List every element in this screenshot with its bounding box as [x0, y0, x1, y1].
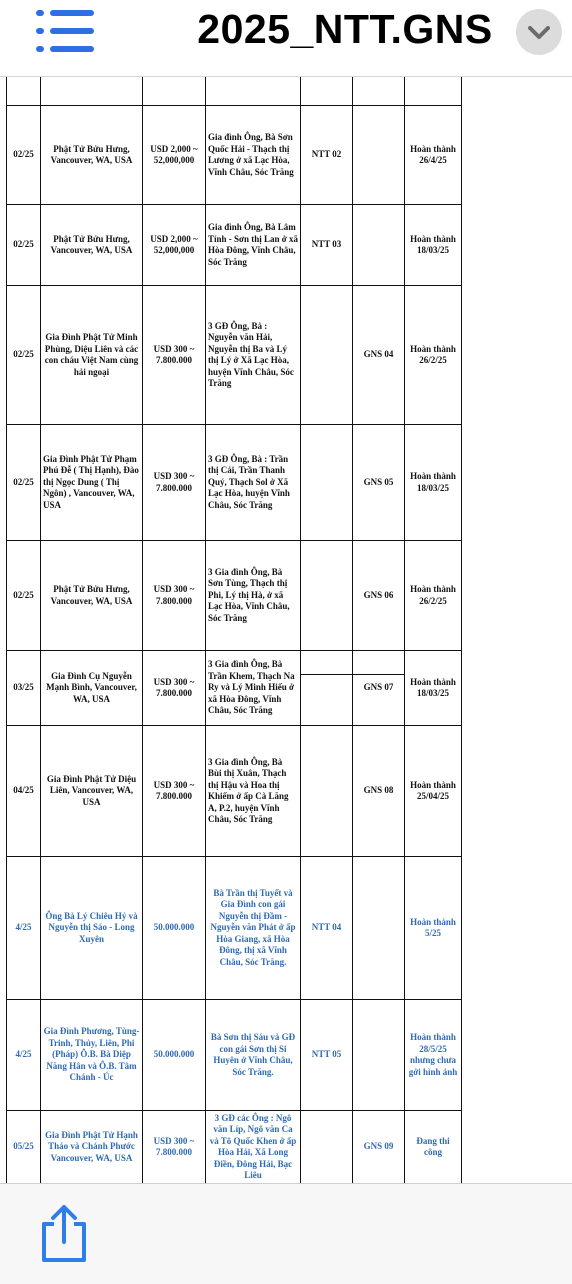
amount-cell: USD 300 ~ 7.800.000 — [153, 676, 195, 698]
amount-cell: USD 300 ~ 7.800.000 — [153, 779, 195, 801]
table-column-border — [461, 77, 462, 1183]
date-cell: 02/25 — [13, 239, 34, 250]
amount-cell: USD 2,000 ~ 52,000,000 — [150, 143, 198, 165]
date-cell: 02/25 — [13, 149, 34, 160]
date-cell: 02/25 — [13, 476, 34, 487]
donor-cell: Ông Bà Lý Chiêu Hỷ và Nguyễn thị Sáo - Long Xuyên — [45, 910, 138, 944]
recipient-cell: 3 GĐ các Ông : Ngô văn Líp, Ngô văn Ca và Tô Quốc Khen ở ấp Hòa Hải, Xã Long Điền, Đông Hải, Bạc Liêu — [209, 1112, 297, 1180]
recipient-cell: Bà Sơn thị Sáu và GĐ con gái Sơn thị Si Huyên ở Vĩnh Châu, Sóc Trăng. — [210, 1032, 296, 1077]
amount-cell: USD 300 ~ 7.800.000 — [153, 584, 195, 606]
amount-cell: USD 300 ~ 7.800.000 — [153, 471, 195, 493]
donor-cell: Phật Tử Bửu Hưng, Vancouver, WA, USA — [50, 233, 133, 255]
status-cell: Đang thi công — [416, 1135, 450, 1157]
ntt-code-cell: NTT 05 — [311, 1049, 342, 1060]
ntt-code-cell: NTT 03 — [311, 239, 342, 250]
recipient-cell: 3 GĐ Ông, Bà : Nguyễn văn Hải, Nguyễn thị Ba và Lý thị Lý ở Xã Lạc Hòa, huyện Vĩnh Châu, Sóc Trăng — [208, 320, 294, 388]
document-table — [0, 77, 572, 1183]
recipient-cell: 3 Gia đình Ông, Bà Sơn Tùng, Thạch thị Phi, Lý thị Hà, ở xã Lạc Hòa, Vĩnh Châu, Sóc Trăng — [208, 566, 290, 623]
header-bar — [0, 0, 572, 77]
date-cell: 03/25 — [13, 682, 34, 693]
donor-cell: Gia Đình Phật Tử Diệu Liên, Vancouver, WA, USA — [46, 773, 137, 807]
gns-code-cell: GNS 05 — [363, 476, 394, 487]
donor-cell: Phật Tử Bửu Hưng, Vancouver, WA, USA — [50, 143, 133, 165]
donor-cell: Gia Đình Phật Tử Minh Phùng, Diệu Liên và các con cháu Việt Nam cùng hải ngoại — [44, 332, 139, 377]
recipient-cell: 3 Gia đình Ông, Bà Trần Khem, Thạch Na Ry và Lý Minh Hiếu ở xã Hòa Đông, Vĩnh Châu, Sóc Trăng — [208, 659, 295, 716]
donor-cell: Gia Đình Phật Tử Hạnh Thảo và Chánh Phước Vancouver, WA, USA — [45, 1129, 138, 1163]
ntt-code-cell — [301, 286, 352, 424]
bottom-toolbar — [0, 1183, 572, 1284]
status-cell: Hoàn thành 25/04/25 — [410, 779, 456, 801]
gns-code-cell — [353, 1000, 404, 1110]
gns-code-cell: GNS 06 — [363, 589, 394, 600]
chevron-down-icon[interactable] — [516, 9, 562, 55]
ntt-code-cell — [301, 541, 352, 650]
menu-list-icon[interactable] — [36, 10, 96, 52]
ntt-code-cell — [301, 425, 352, 540]
recipient-cell: 3 GĐ Ông, Bà : Trần thị Cải, Trần Thanh Quý, Thạch Sol ở Xã Lạc Hòa, huyện Vĩnh Châu, Sóc Trăng — [208, 453, 290, 510]
gns-code-cell: GNS 09 — [363, 1141, 394, 1152]
amount-cell: USD 300 ~ 7.800.000 — [153, 343, 195, 365]
gns-code-cell: GNS 07 — [363, 682, 394, 693]
date-cell: 05/25 — [13, 1141, 34, 1152]
date-cell: 4/25 — [15, 1049, 32, 1060]
donor-cell: Gia Đình Phật Tử Phạm Phú Đễ ( Thị Hạnh), Đào thị Ngọc Dung ( Thị Ngôn) , Vancouver, WA, USA — [43, 453, 139, 510]
donor-cell: Phật Tử Bửu Hưng, Vancouver, WA, USA — [50, 584, 133, 606]
donor-cell: Gia Đình Phương, Tùng-Trinh, Thủy, Liên, Phi (Pháp) Ô.B. Bà Diệp Năng Hân và Ô.B. Tâm Chánh - Úc — [43, 1026, 140, 1083]
ntt-code-cell — [301, 1111, 352, 1183]
status-cell: Hoàn thành 28/5/25 nhưng chưa gởi hình ảnh — [408, 1032, 458, 1077]
recipient-cell: Bà Trần thị Tuyết và Gia Đình con gái Nguyễn thị Đầm - Nguyễn văn Phát ở ấp Hòa Giang, xã Hòa Đông, thị xã Vĩnh Châu, Sóc Trăng. — [210, 887, 296, 967]
amount-cell: 50.000.000 — [153, 922, 195, 933]
status-cell: Hoàn thành 5/25 — [410, 916, 456, 938]
status-cell: Hoàn thành 18/03/25 — [410, 471, 456, 493]
gns-code-cell: GNS 08 — [363, 785, 394, 796]
date-cell: 04/25 — [13, 785, 34, 796]
date-cell: 4/25 — [15, 922, 32, 933]
share-icon[interactable] — [38, 1204, 90, 1256]
recipient-cell: Gia đình Ông, Bà Lâm Tính - Sơn thị Lan ở xã Hòa Đông, Vĩnh Châu, Sóc Trăng — [208, 222, 298, 267]
recipient-cell: 3 Gia đình Ông, Bà Bùi thị Xuân, Thạch thị Hậu và Hoa thị Khiếm ở ấp Cà Lăng A, P.2, huyện Vĩnh Châu, Sóc Trăng — [208, 756, 289, 824]
status-cell: Hoàn thành 26/4/25 — [410, 143, 456, 165]
gns-code-cell: GNS 04 — [363, 349, 394, 360]
amount-cell: USD 2,000 ~ 52,000,000 — [150, 233, 198, 255]
gns-code-cell — [353, 857, 404, 999]
ntt-code-cell: NTT 02 — [311, 149, 342, 160]
status-cell: Hoàn thành 18/03/25 — [410, 676, 456, 698]
date-cell: 02/25 — [13, 349, 34, 360]
status-cell: Hoàn thành 26/2/25 — [410, 343, 456, 365]
amount-cell: USD 300 ~ 7.800.000 — [153, 1135, 195, 1157]
donor-cell: Gia Đình Cụ Nguyễn Mạnh Bình, Vancouver, WA, USA — [46, 670, 137, 704]
ntt-code-cell — [301, 651, 352, 725]
ntt-code-cell — [301, 726, 352, 856]
recipient-cell: Gia đình Ông, Bà Sơn Quốc Hải - Thạch thị Lương ở xã Lạc Hòa, Vĩnh Châu, Sóc Trăng — [208, 132, 294, 177]
status-cell: Hoàn thành 18/03/25 — [410, 233, 456, 255]
document-title: 2025_NTT.GNS — [197, 6, 493, 52]
gns-code-cell — [353, 205, 404, 285]
gns-code-cell — [353, 106, 404, 204]
amount-cell: 50.000.000 — [153, 1049, 195, 1060]
ntt-code-cell: NTT 04 — [311, 922, 342, 933]
date-cell: 02/25 — [13, 589, 34, 600]
status-cell: Hoàn thành 26/2/25 — [410, 584, 456, 606]
